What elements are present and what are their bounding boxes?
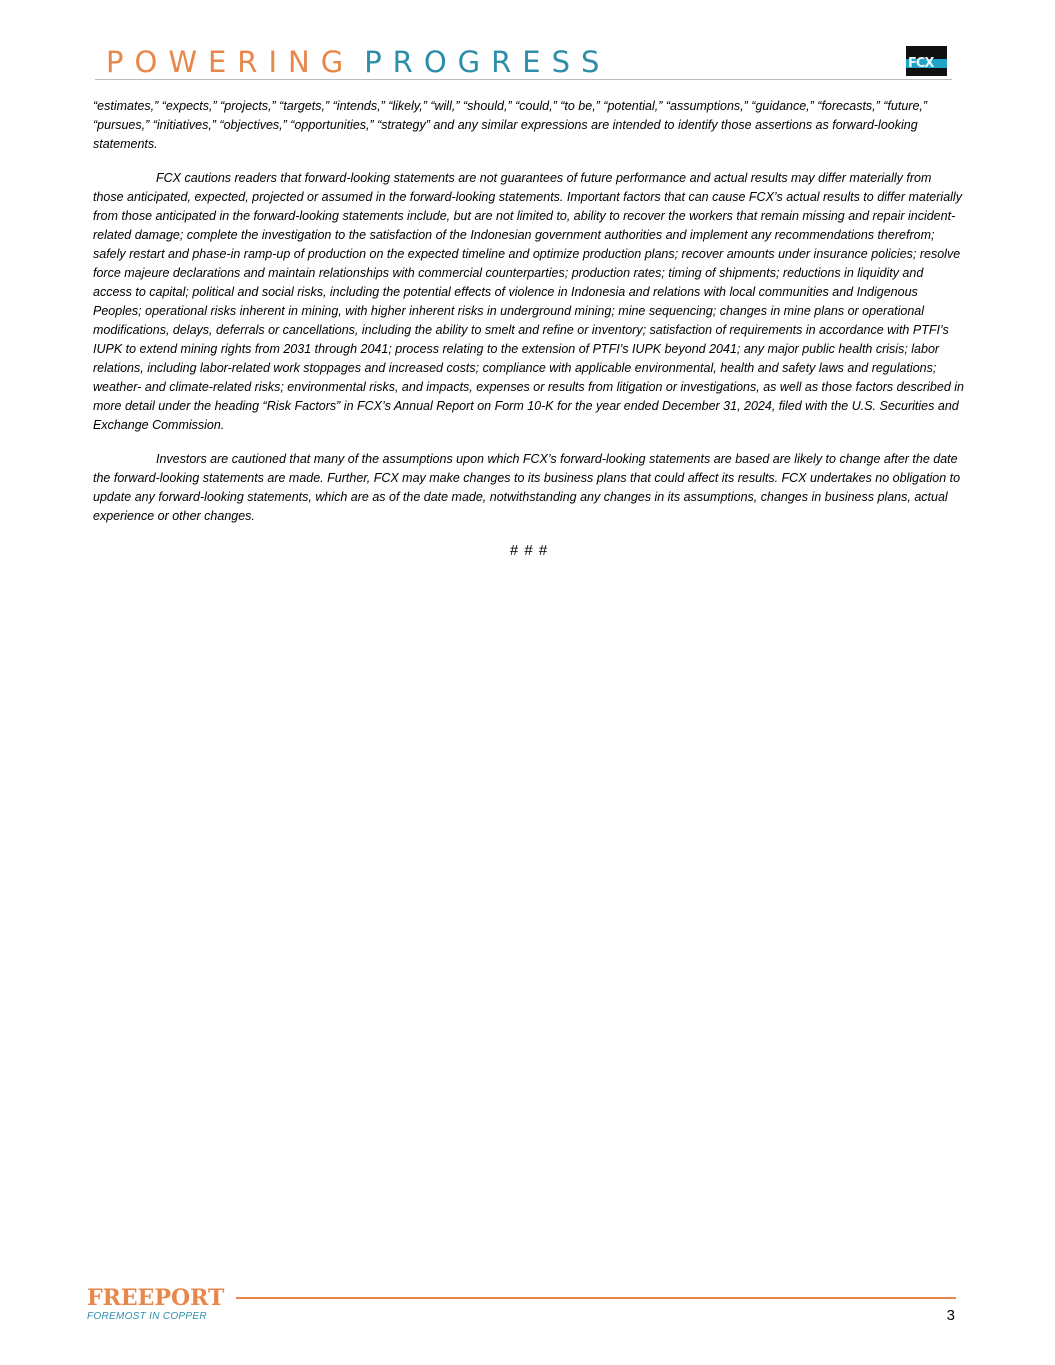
page-number: 3 bbox=[946, 1307, 955, 1324]
freeport-logo-tagline: FOREMOST IN COPPER bbox=[87, 1311, 207, 1322]
freeport-logo bbox=[87, 1286, 224, 1322]
header-title-progress: PROGRESS bbox=[364, 45, 611, 79]
paragraph-investors: Investors are cautioned that many of the assumptions upon which FCX’s forward-looking statements are based are likely to change after the date the forward-looking statements are made. Further, FCX may make changes to its business plans that could affect its results. FCX undertakes no obligation to update any forward-looking statements, which are as of the date made, notwithstanding any changes in its assumptions, changes in business plans, actual experience or other changes. bbox=[93, 452, 961, 523]
header-title bbox=[106, 44, 610, 80]
footer-divider bbox=[236, 1297, 956, 1299]
paragraph-cautions: FCX cautions readers that forward-looking statements are not guarantees of future performance and actual results may differ materially from those anticipated, expected, projected or assumed in the forward-looking statements. Important factors that can cause FCX’s actual results to differ materially from those anticipated in the forward-looking statements include, but are not limited to, ability to recover the workers that remain missing and repair incident-related damage; complete the investigation to the satisfaction of the Indonesian government authorities and implement any recommendations therefrom; safely restart and phase-in ramp-up of production on the expected timeline and optimize production plans; recover amounts under insurance policies; resolve force majeure declarations and maintain relationships with commercial counterparties; production rates; timing of shipments; reductions in liquidity and access to capital; political and social risks, including the potential effects of violence in Indonesia and relations with local communities and Indigenous Peoples; operational risks inherent in mining, with higher inherent risks in underground mining; mine sequencing; changes in mine plans or operational modifications, delays, deferrals or cancellations, including the ability to smelt and refine or inventory; satisfaction of requirements in accordance with PTFI’s IUPK to extend mining rights from 2031 through 2041; process relating to the extension of PTFI’s IUPK beyond 2041; any major public health crisis; labor relations, including labor-related work stoppages and increased costs; compliance with applicable environmental, health and safety laws and regulations; weather- and climate-related risks; environmental risks, and impacts, expenses or results from litigation or investigations, as well as those factors described in more detail under the heading “Risk Factors” in FCX’s Annual Report on Form 10-K for the year ended December 31, 2024, filed with the U.S. Securities and Exchange Commission. bbox=[93, 171, 964, 432]
header-divider bbox=[95, 79, 952, 80]
freeport-logo-name: FREEPORT bbox=[87, 1285, 225, 1311]
paragraph-continuation: “estimates,” “expects,” “projects,” “targets,” “intends,” “likely,” “will,” “should,” “could,” “to be,” “potential,” “assumptions,” “guidance,” “forecasts,” “future,” “pursues,” “initiatives,” “objectives,” “opportunities,” “strategy” and any similar expressions are intended to identify those assertions as forward-looking statements. bbox=[93, 99, 928, 151]
fcx-logo-letters: FCX bbox=[908, 56, 934, 71]
document-body bbox=[93, 97, 965, 560]
fcx-logo bbox=[906, 46, 947, 76]
end-mark: # # # bbox=[509, 542, 549, 559]
header-title-powering: POWERING bbox=[106, 45, 355, 79]
page-header bbox=[0, 0, 1055, 90]
